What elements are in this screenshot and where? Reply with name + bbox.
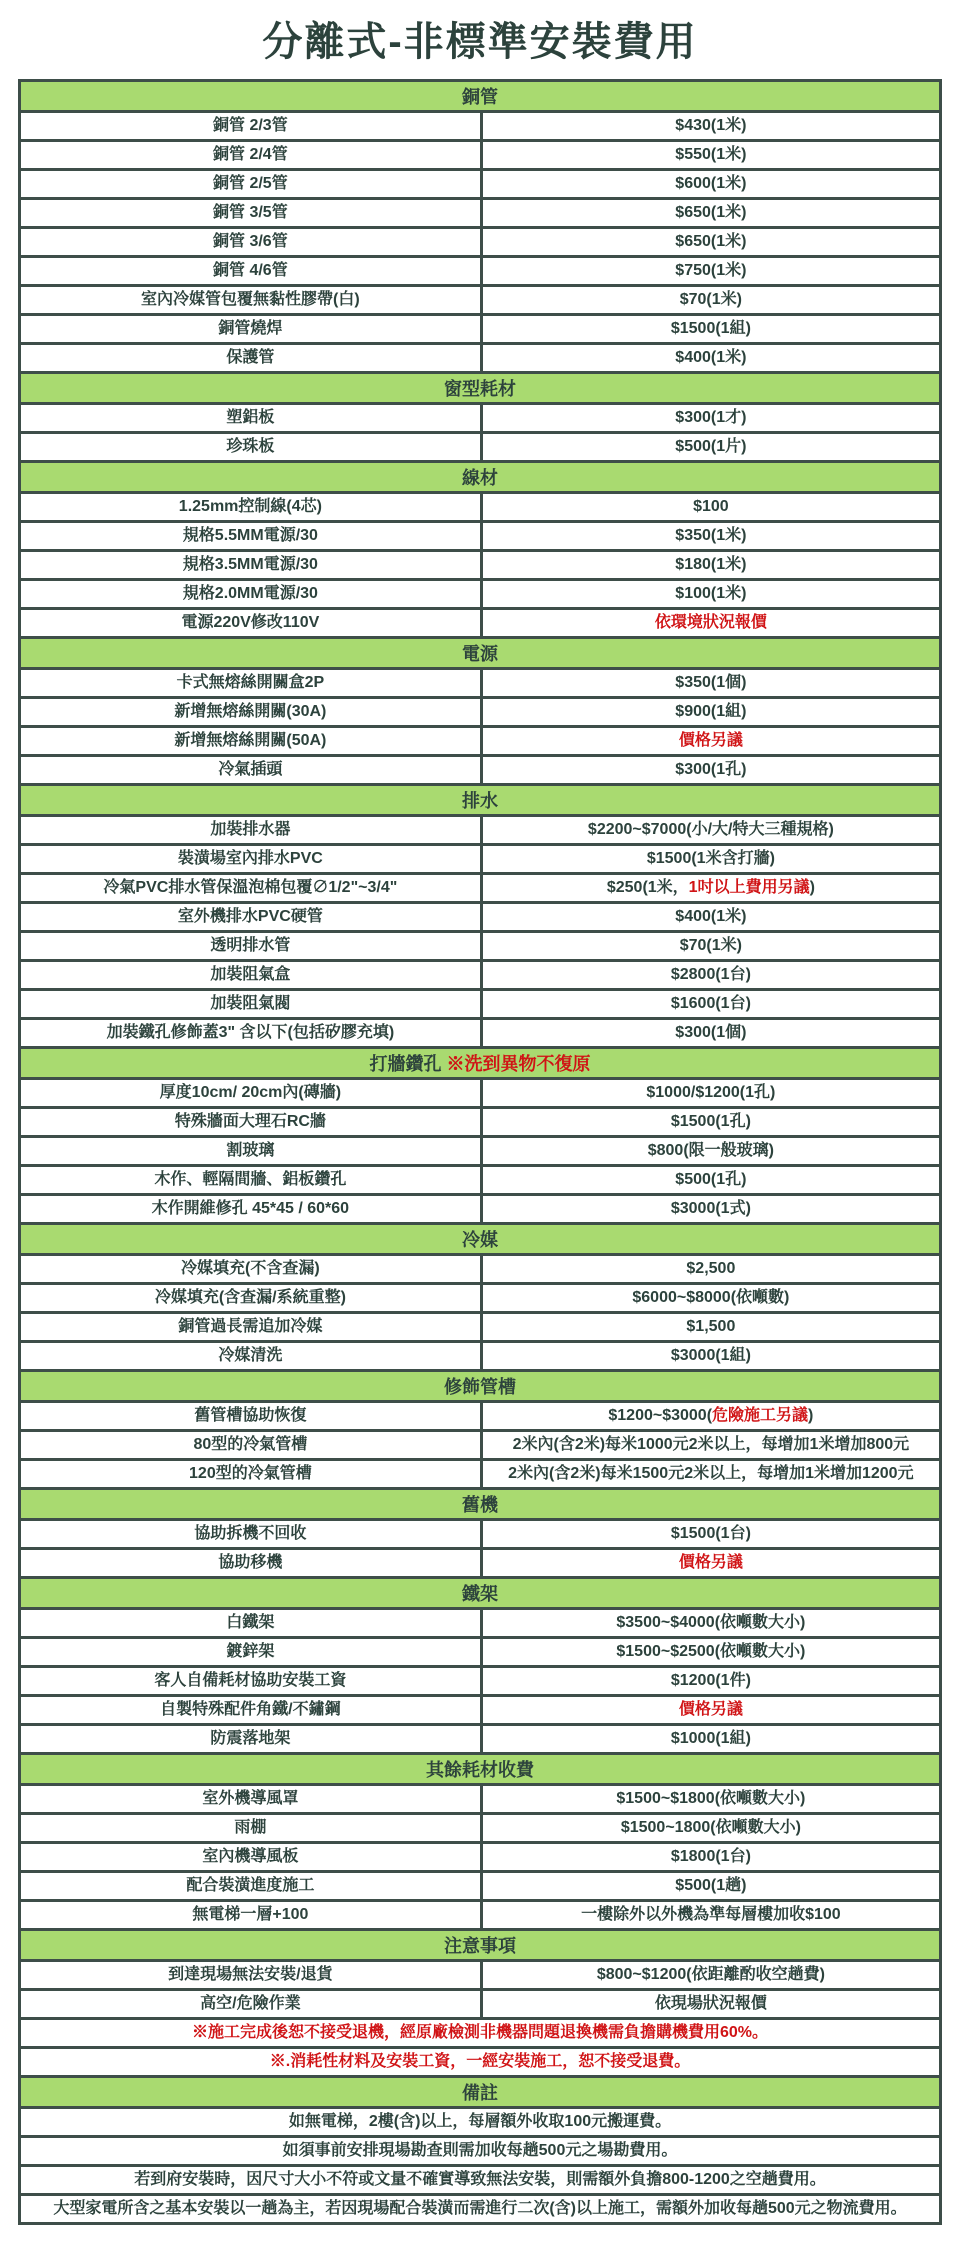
text-part: 大型家電所含之基本安裝以一趟為主，若因現場配合裝潢而需進行二次(含)以上施工，需額外加收每趟500元之物流費用。 [53, 2200, 907, 2217]
item-label: 鍍鋅架 [21, 1639, 483, 1665]
text-part: $2800(1台) [670, 966, 751, 983]
price-table [18, 79, 942, 2225]
text-part: $1000/$1200(1孔) [646, 1084, 776, 1101]
section-header-notices [21, 1928, 939, 1959]
item-label: 120型的冷氣管槽 [21, 1461, 483, 1487]
item-value [483, 1521, 939, 1547]
text-part: 舊機 [462, 1495, 498, 1515]
table-row [21, 754, 939, 783]
table-row [21, 1723, 939, 1752]
text-part: 電源 [462, 644, 498, 664]
text-part: 修飾管槽 [444, 1377, 516, 1397]
item-label: 白鐵架 [21, 1610, 483, 1636]
item-value [483, 1461, 939, 1487]
item-value [483, 670, 939, 696]
table-row [21, 1458, 939, 1487]
table-row [21, 1783, 939, 1812]
item-label: 舊管槽協助恢復 [21, 1403, 483, 1429]
text-part: $1200(1件) [670, 1672, 751, 1689]
table-row [21, 226, 939, 255]
item-value [483, 1873, 939, 1899]
item-value [483, 1610, 939, 1636]
table-row [21, 431, 939, 460]
note-text [21, 2020, 939, 2046]
text-part: $300(1個) [675, 1024, 747, 1041]
table-row [21, 313, 939, 342]
table-row [21, 667, 939, 696]
text-part: 2米內(含2米)每米1000元2米以上，每增加1米增加800元 [512, 1436, 910, 1453]
text-part: $300(1孔) [675, 761, 747, 778]
note-text [21, 2109, 939, 2135]
item-value [483, 933, 939, 959]
text-part: $1500(1米含打牆) [646, 850, 775, 867]
text-part: 排水 [462, 791, 498, 811]
section-header-pipe-trunking [21, 1369, 939, 1400]
section-header-old-unit [21, 1487, 939, 1518]
item-value [483, 345, 939, 371]
text-part: 若到府安裝時，因尺寸大小不符或文量不確實導致無法安裝，則需額外負擔800-1200之空趟費用。 [134, 2171, 826, 2188]
table-row [21, 1870, 939, 1899]
text-part: $1500~$1800(依噸數大小) [616, 1790, 806, 1807]
item-label: 冷氣插頭 [21, 757, 483, 783]
item-label: 室外機排水PVC硬管 [21, 904, 483, 930]
table-row [21, 607, 939, 636]
page [0, 10, 960, 2225]
text-part: $400(1米) [675, 908, 747, 925]
item-label: 1.25mm控制線(4芯) [21, 494, 483, 520]
table-row [21, 872, 939, 901]
item-value [483, 1962, 939, 1988]
table-row [21, 197, 939, 226]
text-part: ) [808, 1407, 814, 1424]
item-value [483, 1786, 939, 1812]
item-label: 規格5.5MM電源/30 [21, 523, 483, 549]
text-part: 鐵架 [462, 1584, 498, 1604]
text-part: ※.消耗性材料及安裝工資，一經安裝施工，恕不接受退費。 [269, 2053, 691, 2070]
text-part: $1500(1組) [670, 320, 751, 337]
item-value [483, 113, 939, 139]
item-label: 冷媒填充(含查漏/系統重整) [21, 1285, 483, 1311]
item-value [483, 1432, 939, 1458]
text-part: $100 [693, 498, 729, 515]
text-part: $350(1米) [675, 527, 747, 544]
item-value [483, 962, 939, 988]
page-title: 分離式-非標準安裝費用 [262, 20, 698, 64]
item-label: 銅管燒焊 [21, 316, 483, 342]
table-row [21, 1340, 939, 1369]
item-value [483, 1403, 939, 1429]
note-text [21, 2167, 939, 2193]
table-row [21, 1988, 939, 2017]
text-part: $3000(1組) [670, 1347, 751, 1364]
table-row [21, 402, 939, 431]
text-part: $550(1米) [675, 146, 747, 163]
item-value [483, 1697, 939, 1723]
table-row [21, 284, 939, 313]
table-row [21, 930, 939, 959]
text-part: $3000(1式) [670, 1200, 751, 1217]
item-value [483, 1109, 939, 1135]
item-value [483, 1991, 939, 2017]
text-part: $500(1孔) [675, 1171, 747, 1188]
text-part: $70(1米) [679, 291, 742, 308]
table-row [21, 168, 939, 197]
note-text [21, 2196, 939, 2222]
item-value [483, 991, 939, 1017]
text-part: 銅管 [462, 87, 498, 107]
table-row [21, 901, 939, 930]
section-header-wall-drilling [21, 1046, 939, 1077]
item-label: 自製特殊配件角鐵/不鏽鋼 [21, 1697, 483, 1723]
item-value [483, 258, 939, 284]
table-row [21, 1518, 939, 1547]
text-part: 如須事前安排現場勘查則需加收每趟500元之場勘費用。 [282, 2142, 678, 2159]
table-row [21, 725, 939, 754]
table-row [21, 1547, 939, 1576]
item-label: 室外機導風罩 [21, 1786, 483, 1812]
table-row [21, 1135, 939, 1164]
table-row [21, 255, 939, 284]
text-part: $1500(1台) [670, 1525, 751, 1542]
section-header-copper-pipe [21, 82, 939, 110]
item-label: 塑鋁板 [21, 405, 483, 431]
table-row [21, 1077, 939, 1106]
text-part: $500(1片) [675, 438, 747, 455]
text-part: 打牆鑽孔 [369, 1054, 447, 1074]
item-value [483, 1726, 939, 1752]
table-row [21, 491, 939, 520]
item-value [483, 494, 939, 520]
text-part: $180(1米) [675, 556, 747, 573]
item-value [483, 1815, 939, 1841]
text-part: $1200~$3000( [608, 1407, 713, 1424]
note-text [21, 2049, 939, 2075]
item-label: 保護管 [21, 345, 483, 371]
text-part: $430(1米) [675, 117, 747, 134]
table-row [21, 1841, 939, 1870]
section-header-other-materials [21, 1752, 939, 1783]
text-part: $1800(1台) [670, 1848, 751, 1865]
item-label: 協助移機 [21, 1550, 483, 1576]
text-part: $300(1才) [675, 409, 747, 426]
item-value [483, 699, 939, 725]
text-part: $1600(1台) [670, 995, 751, 1012]
table-row [21, 2106, 939, 2135]
text-part: 線材 [462, 468, 498, 488]
item-label: 加裝阻氣盒 [21, 962, 483, 988]
text-part: $900(1組) [675, 703, 747, 720]
item-value [483, 817, 939, 843]
item-value [483, 229, 939, 255]
section-header-window-type-materials [21, 371, 939, 402]
item-label: 銅管 2/5管 [21, 171, 483, 197]
text-part: 如無電梯，2樓(含)以上，每層額外收取100元搬運費。 [288, 2113, 672, 2130]
item-label: 室內冷媒管包覆無黏性膠帶(白) [21, 287, 483, 313]
item-value [483, 1314, 939, 1340]
item-label: 加裝鐵孔修飾蓋3" 含以下(包括矽膠充填) [21, 1020, 483, 1046]
text-part: 備註 [462, 2083, 498, 2103]
item-label: 加裝排水器 [21, 817, 483, 843]
item-label: 防震落地架 [21, 1726, 483, 1752]
item-label: 冷媒清洗 [21, 1343, 483, 1369]
item-value [483, 904, 939, 930]
item-value [483, 142, 939, 168]
table-row [21, 1607, 939, 1636]
table-row [21, 959, 939, 988]
item-label: 高空/危險作業 [21, 1991, 483, 2017]
table-row [21, 2135, 939, 2164]
table-row [21, 814, 939, 843]
item-label: 木作、輕隔間牆、鋁板鑽孔 [21, 1167, 483, 1193]
table-row [21, 1899, 939, 1928]
text-part: ※洗到異物不復原 [446, 1054, 591, 1074]
item-value [483, 287, 939, 313]
table-row [21, 1253, 939, 1282]
item-label: 特殊牆面大理石RC牆 [21, 1109, 483, 1135]
item-value [483, 405, 939, 431]
text-part: 其餘耗材收費 [426, 1760, 534, 1780]
item-value [483, 1639, 939, 1665]
table-row [21, 578, 939, 607]
item-label: 配合裝潢進度施工 [21, 1873, 483, 1899]
table-row [21, 1311, 939, 1340]
item-label: 電源220V修改110V [21, 610, 483, 636]
item-value [483, 610, 939, 636]
text-part: 注意事項 [444, 1936, 516, 1956]
text-part: 窗型耗材 [444, 379, 516, 399]
item-value [483, 1550, 939, 1576]
text-part: 價格另議 [678, 732, 743, 749]
table-row [21, 1282, 939, 1311]
section-header-refrigerant [21, 1222, 939, 1253]
text-part: 2米內(含2米)每米1500元2米以上，每增加1米增加1200元 [508, 1465, 914, 1482]
table-row [21, 988, 939, 1017]
text-part: $6000~$8000(依噸數) [632, 1289, 790, 1306]
text-part: 價格另議 [678, 1554, 743, 1571]
table-row [21, 549, 939, 578]
text-part: $500(1趟) [675, 1877, 747, 1894]
item-value [483, 1668, 939, 1694]
item-value [483, 316, 939, 342]
table-row [21, 1694, 939, 1723]
item-value [483, 434, 939, 460]
table-row [21, 342, 939, 371]
item-label: 雨棚 [21, 1815, 483, 1841]
item-label: 客人自備耗材協助安裝工資 [21, 1668, 483, 1694]
section-header-drainage [21, 783, 939, 814]
item-label: 冷媒填充(不含查漏) [21, 1256, 483, 1282]
text-part: $350(1個) [675, 674, 747, 691]
item-label: 冷氣PVC排水管保溫泡棉包覆∅1/2"~3/4" [21, 875, 483, 901]
item-value [483, 581, 939, 607]
text-part: $2200~$7000(小/大/特大三種規格) [587, 821, 834, 838]
item-value [483, 846, 939, 872]
item-value [483, 875, 939, 901]
item-label: 銅管 2/3管 [21, 113, 483, 139]
text-part: $250(1米， [606, 879, 689, 896]
item-label: 無電梯一層+100 [21, 1902, 483, 1928]
item-value [483, 1020, 939, 1046]
item-label: 珍珠板 [21, 434, 483, 460]
text-part: 冷媒 [462, 1230, 498, 1250]
table-row [21, 2046, 939, 2075]
table-row [21, 1017, 939, 1046]
section-header-wire-materials [21, 460, 939, 491]
section-header-power [21, 636, 939, 667]
item-value [483, 1080, 939, 1106]
text-part: $600(1米) [675, 175, 747, 192]
table-row [21, 139, 939, 168]
text-part: $400(1米) [675, 349, 747, 366]
item-label: 新增無熔絲開關(30A) [21, 699, 483, 725]
text-part: $800~$1200(依距離酌收空趟費) [596, 1966, 825, 1983]
table-row [21, 1959, 939, 1988]
note-text [21, 2138, 939, 2164]
item-value [483, 1256, 939, 1282]
item-value [483, 523, 939, 549]
table-row [21, 520, 939, 549]
item-label: 80型的冷氣管槽 [21, 1432, 483, 1458]
text-part: 價格另議 [678, 1701, 743, 1718]
item-value [483, 200, 939, 226]
table-row [21, 1106, 939, 1135]
table-row [21, 1665, 939, 1694]
item-label: 卡式無熔絲開關盒2P [21, 670, 483, 696]
item-label: 銅管 3/6管 [21, 229, 483, 255]
item-value [483, 1138, 939, 1164]
text-part: $1,500 [686, 1318, 736, 1335]
item-label: 透明排水管 [21, 933, 483, 959]
section-header-remarks [21, 2075, 939, 2106]
text-part: $1500~1800(依噸數大小) [620, 1819, 801, 1836]
item-label: 規格2.0MM電源/30 [21, 581, 483, 607]
text-part: $800(限一般玻璃) [647, 1142, 774, 1159]
text-part: ※施工完成後恕不接受退機，經原廠檢測非機器問題退換機需負擔購機費用60%。 [191, 2024, 769, 2041]
item-value [483, 552, 939, 578]
item-label: 割玻璃 [21, 1138, 483, 1164]
item-value [483, 1196, 939, 1222]
item-label: 銅管 2/4管 [21, 142, 483, 168]
item-value [483, 728, 939, 754]
text-part: $650(1米) [675, 233, 747, 250]
text-part: 依環境狀況報價 [654, 614, 767, 631]
item-value [483, 1844, 939, 1870]
item-label: 銅管 4/6管 [21, 258, 483, 284]
text-part: 危險施工另議 [712, 1407, 809, 1424]
item-value [483, 1167, 939, 1193]
text-part: $2,500 [686, 1260, 736, 1277]
text-part: $1500~$2500(依噸數大小) [616, 1643, 806, 1660]
table-row [21, 696, 939, 725]
item-value [483, 171, 939, 197]
table-row [21, 1164, 939, 1193]
table-row [21, 1193, 939, 1222]
text-part: $3500~$4000(依噸數大小) [616, 1614, 806, 1631]
text-part: $750(1米) [675, 262, 747, 279]
text-part: $650(1米) [675, 204, 747, 221]
item-label: 新增無熔絲開關(50A) [21, 728, 483, 754]
table-row [21, 843, 939, 872]
text-part: $70(1米) [679, 937, 742, 954]
section-header-iron-rack [21, 1576, 939, 1607]
item-value [483, 1343, 939, 1369]
item-label: 協助拆機不回收 [21, 1521, 483, 1547]
item-label: 裝潢場室內排水PVC [21, 846, 483, 872]
table-row [21, 2017, 939, 2046]
text-part: $1500(1孔) [670, 1113, 751, 1130]
text-part: 依現場狀況報價 [654, 1995, 767, 2012]
text-part: $1000(1組) [670, 1730, 751, 1747]
table-row [21, 2164, 939, 2193]
item-label: 到達現場無法安裝/退貨 [21, 1962, 483, 1988]
item-label: 銅管過長需追加冷媒 [21, 1314, 483, 1340]
item-label: 規格3.5MM電源/30 [21, 552, 483, 578]
item-value [483, 1285, 939, 1311]
text-part: 一樓除外以外機為準每層樓加收$100 [581, 1906, 841, 1923]
table-row [21, 110, 939, 139]
item-label: 厚度10cm/ 20cm內(磚牆) [21, 1080, 483, 1106]
table-row [21, 2193, 939, 2222]
table-row [21, 1812, 939, 1841]
table-row [21, 1400, 939, 1429]
text-part: $100(1米) [675, 585, 747, 602]
item-value [483, 1902, 939, 1928]
text-part: ) [809, 879, 815, 896]
text-part: 1吋以上費用另議 [688, 879, 810, 896]
item-label: 室內機導風板 [21, 1844, 483, 1870]
item-value [483, 757, 939, 783]
item-label: 銅管 3/5管 [21, 200, 483, 226]
table-row [21, 1429, 939, 1458]
table-row [21, 1636, 939, 1665]
item-label: 加裝阻氣閥 [21, 991, 483, 1017]
item-label: 木作開維修孔 45*45 / 60*60 [21, 1196, 483, 1222]
